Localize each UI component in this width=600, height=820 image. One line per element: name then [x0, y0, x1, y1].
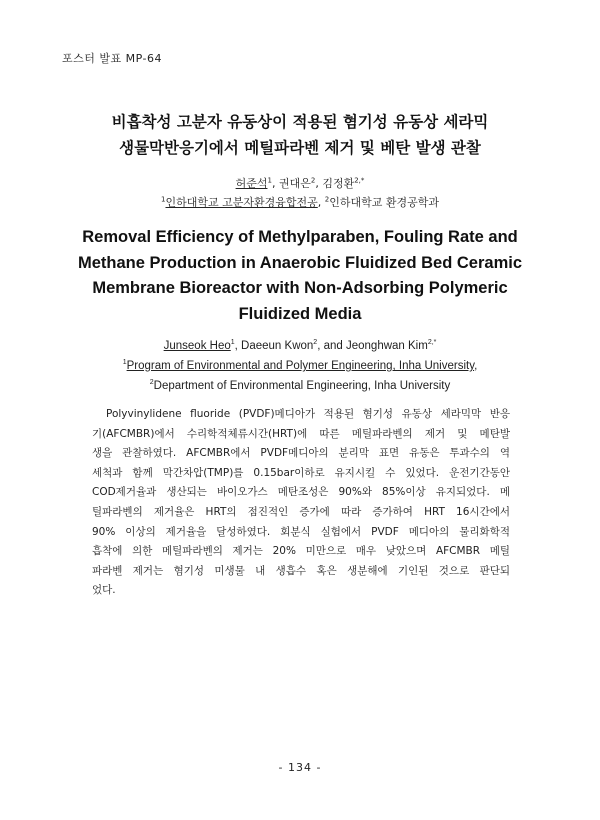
- english-author-name: Junseok Heo: [163, 340, 231, 352]
- author-superscript: 2,*: [427, 339, 437, 347]
- separator: ,: [474, 360, 478, 372]
- abstract-line: 흡착에 의한 메틸파라벤의 제거는 20% 미만으로 매우 낮았으며 AFCMBR 메틸: [92, 545, 510, 558]
- abstract-body: [92, 405, 510, 601]
- korean-affiliation-list: [0, 193, 600, 212]
- author-superscript: 1: [230, 339, 235, 347]
- english-author-name: Jeonghwan Kim: [345, 340, 428, 352]
- korean-author-name: 허준석: [235, 177, 268, 190]
- separator: ,: [315, 177, 323, 190]
- english-title-line: Fluidized Media: [238, 304, 362, 323]
- english-title-line: Membrane Bioreactor with Non-Adsorbing Polymeric: [92, 279, 508, 297]
- korean-author-name: 김정환: [322, 177, 355, 190]
- english-title-line: Removal Efficiency of Methylparaben, Fouling Rate and: [82, 228, 518, 246]
- session-tag: 포스터 발표 MP-64: [62, 52, 162, 65]
- abstract-line: 세척과 함께 막간차압(TMP)를 0.15bar이하로 유지시킬 수 있었다. 운전기간동안: [92, 466, 510, 479]
- korean-title: [0, 109, 600, 161]
- english-title: [0, 225, 600, 327]
- english-title-line: Methane Production in Anaerobic Fluidized Bed Ceramic: [77, 253, 523, 272]
- author-superscript: 2,*: [354, 176, 365, 185]
- korean-affiliation: 인하대학교 고분자환경융합전공: [165, 196, 318, 209]
- abstract-line: Polyvinylidene fluoride (PVDF)메디아가 적용된 혐기성 유동상 세라믹막 반응: [106, 408, 510, 420]
- korean-title-line: 비흡착성 고분자 유동상이 적용된 혐기성 유동상 세라믹: [111, 113, 489, 131]
- abstract-line: 틸파라벤의 제거율은 HRT의 점진적인 증가에 따라 증가하여 HRT 16시간에서: [92, 505, 510, 518]
- english-author-name: Daeeun Kwon: [241, 340, 314, 352]
- author-superscript: 1: [267, 176, 272, 185]
- abstract-line: 90% 이상의 제거율을 달성하였다. 회분식 실험에서 PVDF 메디아의 물리화학적: [92, 525, 510, 538]
- abstract-line: 생을 관찰하였다. AFCMBR에서 PVDF메디아의 분리막 표면 유동은 투과수의 역: [92, 447, 510, 460]
- affiliation-superscript: 2: [324, 195, 330, 204]
- affiliation-superscript: 1: [161, 195, 166, 204]
- affiliation-superscript: 2: [149, 379, 154, 387]
- english-affiliation-2: [0, 376, 600, 396]
- english-author-list: [0, 336, 600, 356]
- separator: ,: [271, 177, 279, 190]
- korean-author-name: 권대은: [278, 177, 311, 190]
- english-author-block: [0, 336, 600, 396]
- english-affiliation: Department of Environmental Engineering, Inha University: [153, 380, 451, 392]
- korean-affiliation: 인하대학교 환경공학과: [329, 196, 439, 209]
- english-affiliation-1: [0, 356, 600, 376]
- abstract-line: 었다.: [92, 584, 116, 597]
- author-superscript: 2: [310, 176, 316, 185]
- korean-title-line: 생물막반응기에서 메틸파라벤 제거 및 베탄 발생 관찰: [119, 139, 481, 157]
- abstract-line: 파라벤 제거는 혐기성 미생물 내 생흡수 혹은 생분해에 기인된 것으로 판단되: [92, 564, 510, 577]
- page-number: - 134 -: [278, 761, 322, 774]
- separator: ,: [317, 196, 325, 209]
- abstract-line: COD제거율과 생산되는 바이오가스 메탄조성은 90%와 85%이상 유지되었다. 메: [92, 486, 510, 499]
- separator: ,: [234, 340, 242, 352]
- korean-author-list: [0, 174, 600, 193]
- korean-author-block: [0, 174, 600, 212]
- abstract-line: 기(AFCMBR)에서 수리학적체류시간(HRT)에 따른 메틸파라벤의 제거 및 메탄발: [92, 427, 510, 440]
- author-superscript: 2: [313, 339, 318, 347]
- english-affiliation: Program of Environmental and Polymer Engineering, Inha University: [126, 360, 475, 372]
- affiliation-superscript: 1: [122, 359, 127, 367]
- separator: , and: [317, 340, 346, 352]
